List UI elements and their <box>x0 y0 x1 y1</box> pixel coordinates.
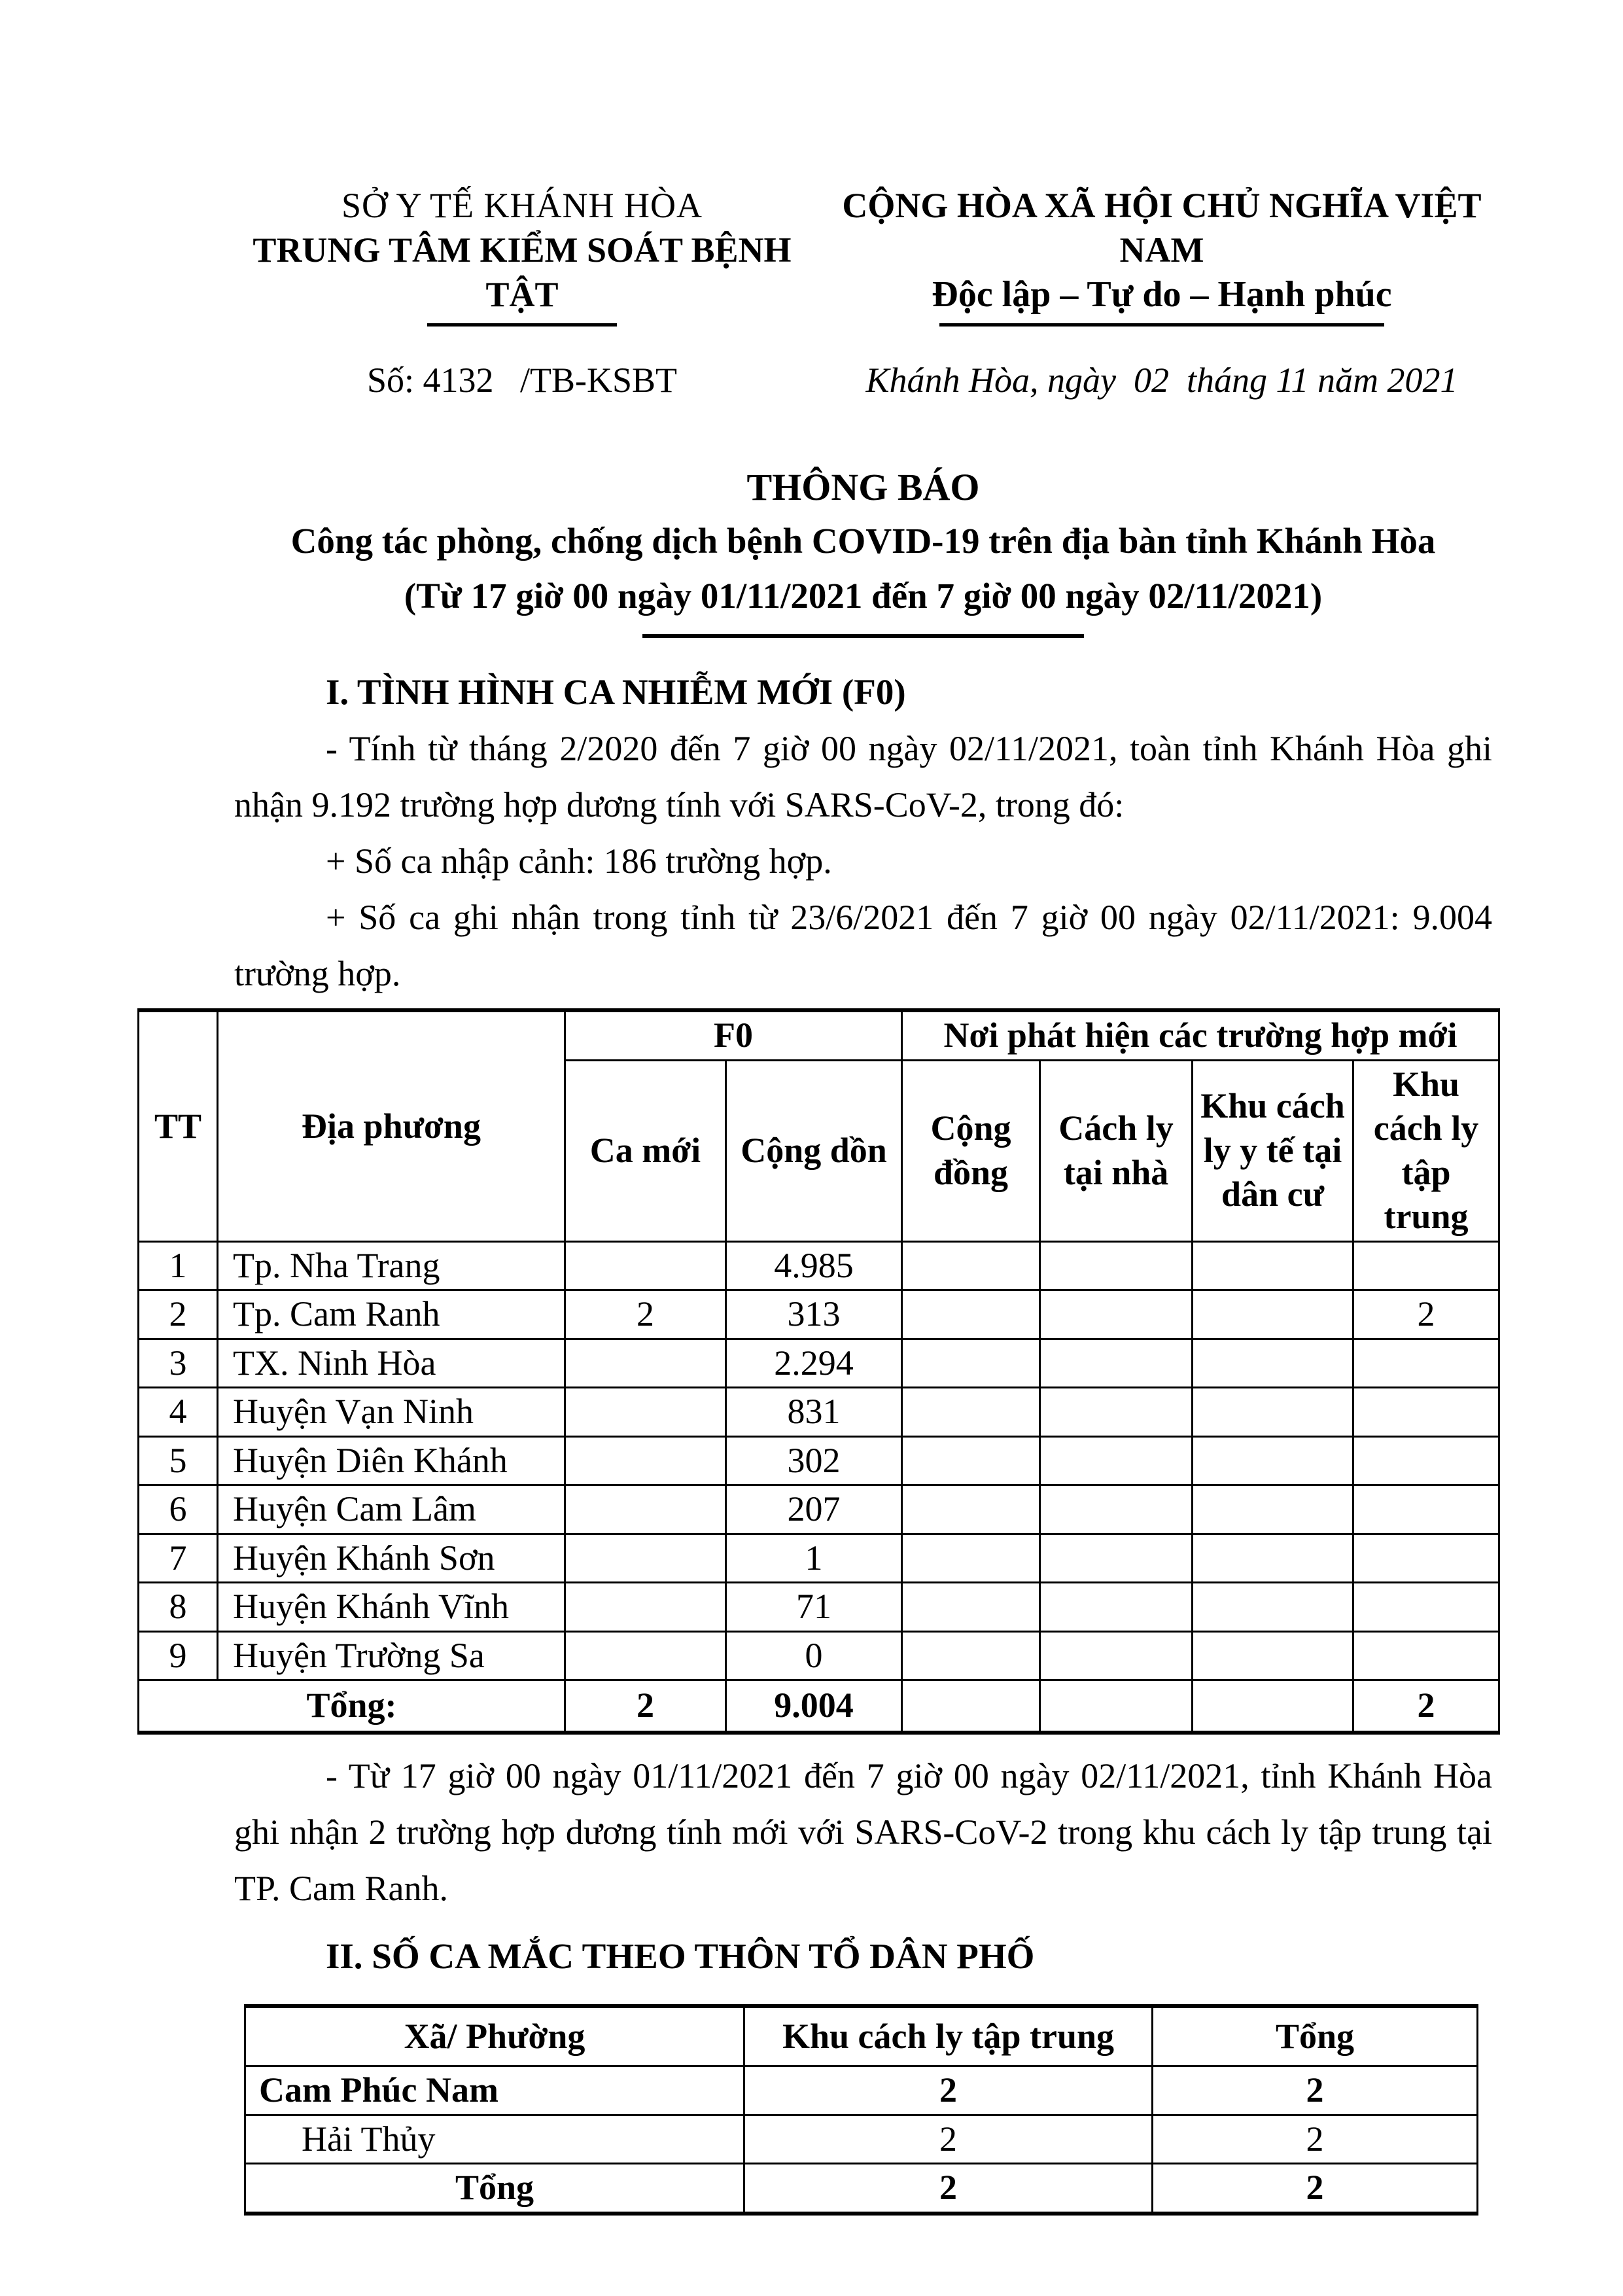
cell-home <box>1040 1583 1193 1632</box>
cell-cumulative: 4.985 <box>726 1241 902 1290</box>
cell-central: 2 <box>744 2115 1153 2164</box>
cell-home <box>1040 1241 1193 1290</box>
table-row <box>245 2115 1478 2164</box>
cell-new <box>565 1534 726 1583</box>
cell-locality: Huyện Diên Khánh <box>218 1436 565 1485</box>
col-group-f0: F0 <box>565 1010 902 1060</box>
cell-medical <box>1193 1631 1353 1680</box>
cell-home <box>1040 1485 1193 1534</box>
cell-locality: Huyện Cam Lâm <box>218 1485 565 1534</box>
total-label: Tổng <box>245 2164 744 2214</box>
col-header-new-cases: Ca mới <box>565 1060 726 1241</box>
cell-new <box>565 1485 726 1534</box>
table-row <box>245 2066 1478 2115</box>
cell-commune: Cam Phúc Nam <box>245 2066 744 2115</box>
cell-community <box>902 1388 1040 1437</box>
cell-central <box>1353 1436 1499 1485</box>
table1-total-row <box>139 1680 1499 1733</box>
cell-home <box>1040 1534 1193 1583</box>
national-motto-block <box>831 183 1492 402</box>
total-cumulative: 9.004 <box>726 1680 902 1733</box>
section1-paragraph-2: + Số ca nhập cảnh: 186 trường hợp. <box>326 841 832 881</box>
issuing-org-block <box>234 183 810 402</box>
document-subtitle: Công tác phòng, chống dịch bệnh COVID-19 trên địa bàn tỉnh Khánh Hòa <box>290 521 1436 561</box>
cell-community <box>902 1534 1040 1583</box>
cell-community <box>902 1290 1040 1339</box>
cell-community <box>902 1339 1040 1388</box>
cell-community <box>902 1485 1040 1534</box>
table-row <box>139 1241 1499 1290</box>
total-total: 2 <box>1153 2164 1478 2214</box>
cell-locality: Huyện Trường Sa <box>218 1631 565 1680</box>
f0-by-locality-table <box>137 1008 1500 1735</box>
cell-total: 2 <box>1153 2066 1478 2115</box>
cell-tt: 7 <box>139 1534 218 1583</box>
cell-medical <box>1193 1290 1353 1339</box>
total-medical <box>1193 1680 1353 1733</box>
place-date-line: Khánh Hòa, ngày 02 tháng 11 năm 2021 <box>865 361 1458 400</box>
cell-central <box>1353 1583 1499 1632</box>
total-central: 2 <box>1353 1680 1499 1733</box>
cell-community <box>902 1583 1040 1632</box>
title-block <box>234 461 1492 638</box>
table2-header <box>245 2006 1478 2066</box>
cell-cumulative: 0 <box>726 1631 902 1680</box>
org-underline <box>427 323 617 327</box>
cell-cumulative: 302 <box>726 1436 902 1485</box>
col-header-locality: Địa phương <box>218 1010 565 1241</box>
cell-central: 2 <box>1353 1290 1499 1339</box>
cell-new <box>565 1388 726 1437</box>
cell-new <box>565 1583 726 1632</box>
table1-header <box>139 1010 1499 1241</box>
cell-total: 2 <box>1153 2115 1478 2164</box>
cell-cumulative: 313 <box>726 1290 902 1339</box>
cell-central <box>1353 1241 1499 1290</box>
cell-medical <box>1193 1436 1353 1485</box>
motto-underline <box>939 323 1384 327</box>
col-group-detection: Nơi phát hiện các trường hợp mới <box>902 1010 1499 1060</box>
cell-medical <box>1193 1534 1353 1583</box>
cell-tt: 3 <box>139 1339 218 1388</box>
cell-commune: Hải Thủy <box>245 2115 744 2164</box>
cell-medical <box>1193 1485 1353 1534</box>
org-parent-name: SỞ Y TẾ KHÁNH HÒA <box>341 186 703 225</box>
cell-community <box>902 1241 1040 1290</box>
col-header-commune: Xã/ Phường <box>245 2006 744 2066</box>
cell-tt: 2 <box>139 1290 218 1339</box>
cell-community <box>902 1631 1040 1680</box>
cell-new <box>565 1631 726 1680</box>
table-row <box>139 1534 1499 1583</box>
section2-heading: II. SỐ CA MẮC THEO THÔN TỔ DÂN PHỐ <box>326 1935 1035 1976</box>
table-row <box>139 1485 1499 1534</box>
cell-home <box>1040 1339 1193 1388</box>
cell-tt: 1 <box>139 1241 218 1290</box>
cell-medical <box>1193 1583 1353 1632</box>
doc-number: Số: 4132 /TB-KSBT <box>366 361 678 400</box>
title-underline <box>642 634 1084 638</box>
total-home <box>1040 1680 1193 1733</box>
cell-medical <box>1193 1241 1353 1290</box>
cell-central <box>1353 1631 1499 1680</box>
document-title: THÔNG BÁO <box>746 466 980 508</box>
table-row <box>139 1436 1499 1485</box>
col-header-community: Cộng đồng <box>902 1060 1040 1241</box>
section1-heading: I. TÌNH HÌNH CA NHIỄM MỚI (F0) <box>326 672 906 712</box>
cell-medical <box>1193 1339 1353 1388</box>
cell-cumulative: 2.294 <box>726 1339 902 1388</box>
cell-cumulative: 1 <box>726 1534 902 1583</box>
col-header-home-quarantine: Cách ly tại nhà <box>1040 1060 1193 1241</box>
cell-central: 2 <box>744 2066 1153 2115</box>
table-row <box>139 1388 1499 1437</box>
section1-paragraph-1: - Tính từ tháng 2/2020 đến 7 giờ 00 ngày 02/11/2021, toàn tỉnh Khánh Hòa ghi nhận 9.192 trường hợp dương tính với SARS-CoV-2, trong đó: <box>234 729 1492 824</box>
cell-cumulative: 831 <box>726 1388 902 1437</box>
table-row <box>139 1290 1499 1339</box>
org-name: TRUNG TÂM KIỂM SOÁT BỆNH TẬT <box>253 230 792 314</box>
cell-new <box>565 1436 726 1485</box>
national-title: CỘNG HÒA XÃ HỘI CHỦ NGHĨA VIỆT NAM <box>842 186 1482 270</box>
section1-note-paragraph: - Từ 17 giờ 00 ngày 01/11/2021 đến 7 giờ 00 ngày 02/11/2021, tỉnh Khánh Hòa ghi nhận 2 trường hợp dương tính mới với SARS-CoV-2 trong khu cách ly tập trung tại TP. Cam Ranh. <box>234 1756 1492 1908</box>
cell-home <box>1040 1388 1193 1437</box>
table-row <box>139 1631 1499 1680</box>
cell-home <box>1040 1436 1193 1485</box>
cell-tt: 4 <box>139 1388 218 1437</box>
cell-locality: Tp. Nha Trang <box>218 1241 565 1290</box>
cell-central <box>1353 1534 1499 1583</box>
cell-community <box>902 1436 1040 1485</box>
cell-central <box>1353 1339 1499 1388</box>
cell-central <box>1353 1485 1499 1534</box>
cases-by-commune-table <box>244 2004 1478 2216</box>
cell-central <box>1353 1388 1499 1437</box>
cell-tt: 9 <box>139 1631 218 1680</box>
cell-new: 2 <box>565 1290 726 1339</box>
col-header-tt: TT <box>139 1010 218 1241</box>
cell-locality: Huyện Vạn Ninh <box>218 1388 565 1437</box>
col-header-central-quarantine: Khu cách ly tập trung <box>1353 1060 1499 1241</box>
cell-home <box>1040 1290 1193 1339</box>
document-header <box>234 183 1492 402</box>
table2-total-row <box>245 2164 1478 2214</box>
cell-tt: 6 <box>139 1485 218 1534</box>
col-header-medical-quarantine: Khu cách ly y tế tại dân cư <box>1193 1060 1353 1241</box>
table-row <box>139 1583 1499 1632</box>
cell-tt: 5 <box>139 1436 218 1485</box>
report-period: (Từ 17 giờ 00 ngày 01/11/2021 đến 7 giờ 00 ngày 02/11/2021) <box>404 576 1323 616</box>
national-motto: Độc lập – Tự do – Hạnh phúc <box>932 274 1392 315</box>
cell-medical <box>1193 1388 1353 1437</box>
cell-cumulative: 207 <box>726 1485 902 1534</box>
total-community <box>902 1680 1040 1733</box>
total-label: Tổng: <box>139 1680 565 1733</box>
cell-locality: TX. Ninh Hòa <box>218 1339 565 1388</box>
col-header-cumulative: Cộng dồn <box>726 1060 902 1241</box>
table-row <box>139 1339 1499 1388</box>
cell-tt: 8 <box>139 1583 218 1632</box>
section1-paragraph-3: + Số ca ghi nhận trong tỉnh từ 23/6/2021 đến 7 giờ 00 ngày 02/11/2021: 9.004 trường hợp. <box>234 898 1492 993</box>
cell-cumulative: 71 <box>726 1583 902 1632</box>
cell-home <box>1040 1631 1193 1680</box>
total-new: 2 <box>565 1680 726 1733</box>
col-header-total: Tổng <box>1153 2006 1478 2066</box>
cell-locality: Tp. Cam Ranh <box>218 1290 565 1339</box>
cell-new <box>565 1241 726 1290</box>
total-central: 2 <box>744 2164 1153 2214</box>
cell-new <box>565 1339 726 1388</box>
cell-locality: Huyện Khánh Sơn <box>218 1534 565 1583</box>
col-header-central-quarantine: Khu cách ly tập trung <box>744 2006 1153 2066</box>
cell-locality: Huyện Khánh Vĩnh <box>218 1583 565 1632</box>
